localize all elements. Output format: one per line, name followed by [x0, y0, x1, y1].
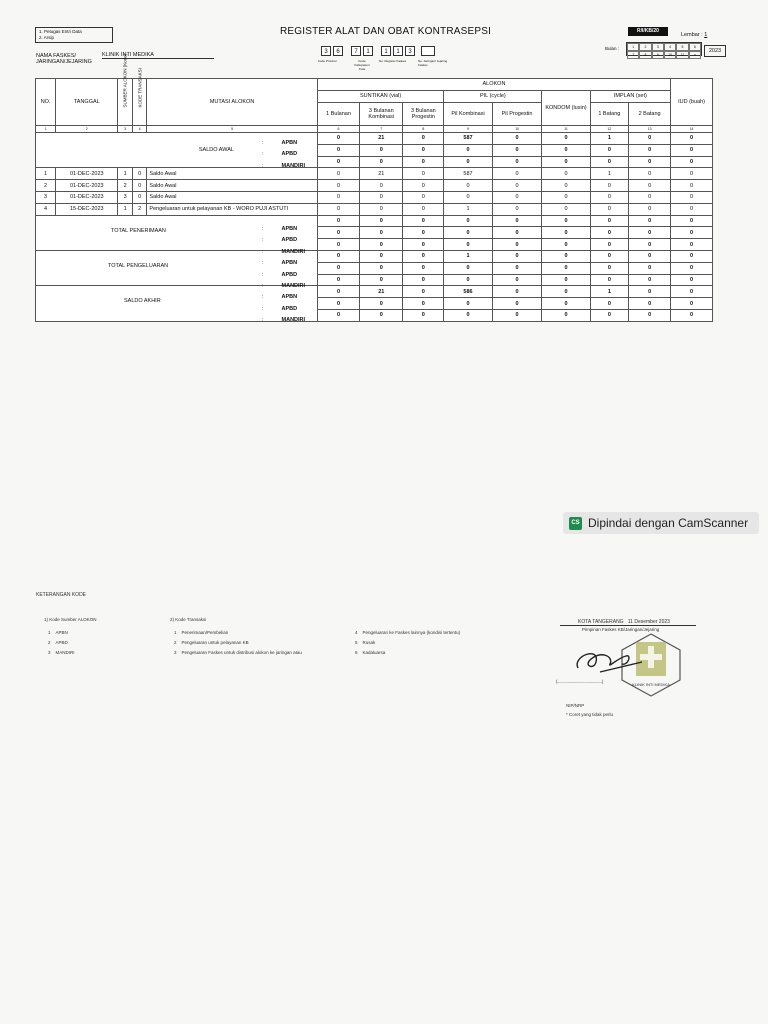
table-cell: 0 [360, 156, 403, 168]
table-cell: 0 [403, 144, 444, 156]
table-cell: 0 [492, 250, 542, 262]
table-row [36, 203, 713, 215]
total-pengeluaran-label: TOTAL PENGELUARAN [108, 262, 169, 269]
table-cell: 0 [444, 144, 492, 156]
table-cell: 0 [360, 309, 403, 321]
table-cell: 0 [403, 191, 444, 203]
table-cell: 0 [542, 309, 590, 321]
table-cell: 0 [629, 274, 671, 286]
table-cell: 7 [360, 126, 403, 133]
table-cell: 0 [317, 298, 359, 310]
table-cell: 0 [317, 309, 359, 321]
signature-name-line: (...............................................) [556, 679, 604, 684]
table-cell: 2 [118, 180, 132, 192]
table-cell: 0 [590, 274, 629, 286]
table-cell: 0 [492, 298, 542, 310]
table-cell: 0 [492, 191, 542, 203]
table-cell: 0 [671, 250, 713, 262]
table-cell: 0 [671, 227, 713, 239]
month-grid: 1 2 3 4 5 6 7 8 9 10 11 x [626, 42, 702, 56]
table-cell: 0 [542, 144, 590, 156]
signature-divider [560, 625, 696, 626]
table-cell: 0 [403, 180, 444, 192]
header-kondom: KONDOM (lusin) [542, 90, 590, 125]
table-cell: 0 [403, 168, 444, 180]
header-s3k: 3 Bulanan Kombinasi [360, 103, 403, 126]
signature-icon [570, 636, 650, 676]
table-cell: 13 [629, 126, 671, 133]
lembar-label: Lembar : 1 [681, 32, 708, 38]
code-digit-1: 3 [321, 46, 331, 56]
table-cell: 0 [542, 168, 590, 180]
header-pil: PIL (cycle) [444, 90, 542, 102]
table-cell: 2 [132, 203, 146, 215]
table-cell: 0 [629, 227, 671, 239]
table-cell: 0 [403, 286, 444, 298]
table-cell: 0 [542, 133, 590, 145]
code-digit-3: 7 [351, 46, 361, 56]
table-cell: 0 [542, 191, 590, 203]
transaksi-list-right: 4 Pengeluaran ke Faskes lainnya (kondisi tertentu) 5 Rusak 6 Kadaluarsa [355, 630, 461, 655]
table-cell: 0 [132, 168, 146, 180]
signature-nip: NIP/NRP [566, 703, 585, 708]
header-sumber: SUMBER ALOKON (Kode) [122, 53, 128, 107]
header-iud: IUD (buah) [671, 79, 713, 126]
table-cell: 0 [671, 180, 713, 192]
table-cell: 0 [403, 309, 444, 321]
table-cell: 0 [444, 180, 492, 192]
table-cell: 01-DEC-2023 [56, 168, 118, 180]
table-cell: 0 [360, 274, 403, 286]
table-cell: 1 [590, 168, 629, 180]
table-cell: 0 [317, 250, 359, 262]
table-cell: 0 [403, 156, 444, 168]
table-cell: 0 [492, 239, 542, 251]
header-alokon: ALOKON [317, 79, 670, 91]
table-cell: 1 [36, 168, 56, 180]
table-cell: 0 [590, 250, 629, 262]
header-mutasi: MUTASI ALOKON [147, 79, 318, 126]
signature-note: * Coret yang tidak perlu [566, 712, 614, 717]
table-cell: 0 [492, 274, 542, 286]
code-label-kab: Kode Kabupaten/ Kota [354, 59, 370, 71]
table-cell: 1 [590, 133, 629, 145]
table-cell: 0 [590, 309, 629, 321]
table-cell: 0 [403, 274, 444, 286]
table-cell: 0 [317, 133, 359, 145]
table-cell: 4 [132, 126, 146, 133]
table-row [36, 133, 713, 145]
table-cell: 0 [360, 227, 403, 239]
table-cell: 0 [492, 133, 542, 145]
table-cell: 2 [36, 180, 56, 192]
saldo-akhir-label: SALDO AKHIR [124, 298, 161, 305]
table-cell: 0 [492, 144, 542, 156]
table-cell: 0 [317, 215, 359, 227]
table-cell: 0 [317, 144, 359, 156]
table-cell: 0 [629, 191, 671, 203]
table-cell: 0 [629, 298, 671, 310]
document-title: REGISTER ALAT DAN OBAT KONTRASEPSI [280, 26, 492, 37]
table-cell: 0 [360, 191, 403, 203]
table-cell: 3 [118, 191, 132, 203]
source-labels-totals: : APBN : APBD : MANDIRI : APBN : APBD : MANDIRI : APBN : APBD : MANDIRI [262, 226, 306, 324]
legend-box [35, 27, 113, 43]
transaksi-list-left: 1 Penerimaan/Pembelian 2 Pengeluaran untuk pelayanan KB 3 Pengeluaran Faskes untuk distribusi alokon ke jaringan atau [174, 630, 302, 655]
table-cell: 0 [360, 298, 403, 310]
table-cell: 0 [317, 262, 359, 274]
table-cell: 0 [444, 262, 492, 274]
transaksi-title: 2) Kode Transaksi [170, 617, 207, 622]
table-cell: 0 [542, 203, 590, 215]
sumber-list: 1 APBN 2 APBD 3 MANDIRI [48, 630, 75, 655]
table-cell: 0 [492, 203, 542, 215]
table-cell: 0 [542, 274, 590, 286]
table-cell: 0 [317, 156, 359, 168]
table-cell: 0 [671, 191, 713, 203]
table-cell: 21 [360, 133, 403, 145]
table-cell: 0 [671, 168, 713, 180]
table-cell: 0 [444, 191, 492, 203]
table-cell: 11 [542, 126, 590, 133]
table-cell: 0 [360, 180, 403, 192]
table-cell: 0 [317, 286, 359, 298]
table-cell: 0 [590, 298, 629, 310]
table-cell: 0 [444, 215, 492, 227]
table-cell: 0 [590, 156, 629, 168]
header-s1: 1 Bulanan [317, 103, 359, 126]
table-cell: 0 [671, 239, 713, 251]
table-cell: 0 [629, 215, 671, 227]
table-cell: 0 [403, 227, 444, 239]
table-cell: 0 [542, 227, 590, 239]
table-cell: 0 [492, 215, 542, 227]
table-cell: 0 [629, 309, 671, 321]
table-cell: 15-DEC-2023 [56, 203, 118, 215]
table-cell: 0 [629, 239, 671, 251]
table-cell: 0 [360, 203, 403, 215]
code-digit-4: 1 [363, 46, 373, 56]
total-penerimaan-label: TOTAL PENERIMAAN [111, 227, 166, 234]
table-cell: 0 [492, 286, 542, 298]
header-kode: KODE TRANSAKSI [137, 67, 143, 107]
table-cell: 0 [629, 133, 671, 145]
table-cell: 0 [317, 239, 359, 251]
table-cell: 1 [118, 203, 132, 215]
table-cell: 0 [492, 309, 542, 321]
legend-line-2: 2. Arsip [39, 35, 55, 40]
table-cell: 0 [403, 250, 444, 262]
table-cell: Pengeluaran untuk pelayanan KB - WORO PUJI ASTUTI [147, 203, 318, 215]
table-cell: 0 [542, 298, 590, 310]
table-cell: 0 [317, 180, 359, 192]
header-tanggal: TANGGAL [56, 79, 118, 126]
table-row [36, 286, 713, 298]
table-cell: 21 [360, 286, 403, 298]
table-cell: Saldo Awal [147, 180, 318, 192]
lembar-value: 1 [704, 32, 708, 38]
camscanner-text: Dipindai dengan CamScanner [588, 516, 749, 530]
table-cell: 1 [444, 203, 492, 215]
table-cell: 9 [444, 126, 492, 133]
table-cell: 0 [403, 215, 444, 227]
sumber-title: 1) Kode Sumber ALOKON [44, 617, 97, 622]
year-box: 2023 [704, 45, 726, 57]
table-cell: 0 [360, 250, 403, 262]
table-cell: 587 [444, 168, 492, 180]
table-cell: 4 [36, 203, 56, 215]
table-cell: 0 [671, 309, 713, 321]
signature-position: Pimpinan Faskes KB/Jaringan/Jejaring [582, 627, 660, 632]
table-cell: 0 [671, 274, 713, 286]
table-cell: 0 [492, 262, 542, 274]
table-cell: 0 [360, 144, 403, 156]
table-cell: 1 [118, 168, 132, 180]
table-cell: 0 [542, 239, 590, 251]
table-cell: 2 [56, 126, 118, 133]
table-cell: 0 [671, 203, 713, 215]
camscanner-icon: CS [569, 517, 582, 530]
table-cell: 0 [360, 262, 403, 274]
table-row [36, 250, 713, 262]
code-label-jar: No. Jaringan/ Jejaring Faskes [418, 59, 448, 67]
table-cell: 0 [590, 239, 629, 251]
header-s3p: 3 Bulanan Progestin [403, 103, 444, 126]
table-cell: 10 [492, 126, 542, 133]
table-cell: 0 [542, 250, 590, 262]
table-cell: 0 [590, 191, 629, 203]
table-cell: 0 [671, 215, 713, 227]
table-cell: 0 [444, 274, 492, 286]
table-cell: 21 [360, 168, 403, 180]
faskes-label: NAMA FASKES/ JARINGAN/JEJARING [36, 53, 92, 65]
code-digit-6: 1 [393, 46, 403, 56]
table-cell: 6 [317, 126, 359, 133]
table-cell: 0 [403, 298, 444, 310]
table-cell: 0 [671, 286, 713, 298]
table-cell: 587 [444, 133, 492, 145]
bulan-label: Bulan : [605, 46, 620, 51]
table-cell: 0 [542, 156, 590, 168]
table-cell: 0 [629, 168, 671, 180]
header-i1: 1 Batang [590, 103, 629, 126]
camscanner-badge [563, 512, 759, 534]
table-cell: 0 [444, 298, 492, 310]
table-cell: 0 [629, 144, 671, 156]
source-labels-saldo-awal: : APBN : APBD : MANDIRI [262, 140, 306, 169]
table-cell: 0 [629, 286, 671, 298]
header-no: NO. [36, 79, 56, 126]
table-cell: 0 [542, 262, 590, 274]
table-cell [132, 67, 146, 126]
table-cell: 0 [542, 286, 590, 298]
table-cell: 0 [403, 239, 444, 251]
table-cell: 0 [590, 262, 629, 274]
table-cell: 0 [671, 144, 713, 156]
table-cell: 01-DEC-2023 [56, 191, 118, 203]
table-cell: 0 [403, 133, 444, 145]
header-pk: Pil Kombinasi [444, 103, 492, 126]
table-cell: 0 [629, 180, 671, 192]
table-cell: 0 [590, 144, 629, 156]
table-cell: 0 [629, 250, 671, 262]
table-cell: 0 [671, 262, 713, 274]
table-cell: 0 [671, 156, 713, 168]
header-suntikan: SUNTIKAN (vial) [317, 90, 444, 102]
column-number-row [36, 126, 713, 133]
table-cell: 14 [671, 126, 713, 133]
table-cell: 0 [671, 298, 713, 310]
table-cell [118, 53, 132, 126]
header-i2: 2 Batang [629, 103, 671, 126]
table-cell: 0 [492, 156, 542, 168]
table-cell: 0 [317, 191, 359, 203]
table-row [36, 191, 713, 203]
table-cell: 0 [590, 180, 629, 192]
table-cell: 0 [444, 227, 492, 239]
table-cell: 0 [542, 215, 590, 227]
code-digit-2: 6 [333, 46, 343, 56]
header-implan: IMPLAN (set) [590, 90, 671, 102]
table-cell: 3 [118, 126, 132, 133]
table-cell: 0 [317, 227, 359, 239]
table-cell: 0 [444, 156, 492, 168]
table-cell: 0 [132, 191, 146, 203]
table-cell: 0 [629, 156, 671, 168]
code-label-reg: No. Register Faskes [379, 59, 407, 63]
table-cell: 0 [317, 274, 359, 286]
table-cell: 0 [317, 203, 359, 215]
table-cell: 0 [444, 239, 492, 251]
table-cell: 0 [629, 262, 671, 274]
table-cell: 5 [147, 126, 318, 133]
table-cell: 0 [492, 227, 542, 239]
table-cell: 0 [492, 168, 542, 180]
table-cell: 1 [444, 250, 492, 262]
table-cell: 0 [590, 203, 629, 215]
table-cell: 1 [36, 126, 56, 133]
code-digit-8 [421, 46, 435, 56]
table-cell: 0 [590, 215, 629, 227]
form-code-badge: R/I/KB/20 [628, 27, 668, 36]
stamp-text: KLINIK INTI MEDIKA [632, 682, 670, 687]
table-cell: 0 [403, 262, 444, 274]
table-cell: 3 [36, 191, 56, 203]
table-cell: 0 [542, 180, 590, 192]
table-cell: 0 [671, 133, 713, 145]
keterangan-title: KETERANGAN KODE [36, 592, 87, 598]
signature-place-date: KOTA TANGERANG 11 Desember 2023 [578, 619, 670, 625]
saldo-awal-label: SALDO AWAL [198, 147, 234, 154]
table-row [36, 180, 713, 192]
table-cell: Saldo Awal [147, 168, 318, 180]
table-cell: 586 [444, 286, 492, 298]
table-cell: 8 [403, 126, 444, 133]
table-cell: 0 [360, 215, 403, 227]
table-row [36, 215, 713, 227]
table-cell: 0 [132, 180, 146, 192]
table-cell: 0 [492, 180, 542, 192]
table-cell: 01-DEC-2023 [56, 180, 118, 192]
table-cell: 0 [444, 309, 492, 321]
header-pp: Pil Progestin [492, 103, 542, 126]
code-digit-5: 1 [381, 46, 391, 56]
code-digit-7: 3 [405, 46, 415, 56]
table-cell: 1 [590, 286, 629, 298]
legend-line-1: 1. Petugas Entri Data [39, 29, 82, 34]
faskes-name: KLINIK INTI MEDIKA [102, 52, 214, 59]
table-row [36, 168, 713, 180]
table-cell: 0 [360, 239, 403, 251]
table-cell: 0 [590, 227, 629, 239]
table-cell: Saldo Awal [147, 191, 318, 203]
table-cell: 0 [403, 203, 444, 215]
table-cell: 12 [590, 126, 629, 133]
table-cell: 0 [317, 168, 359, 180]
code-label-prov: Kode Provinsi [318, 59, 337, 63]
table-cell: 0 [629, 203, 671, 215]
